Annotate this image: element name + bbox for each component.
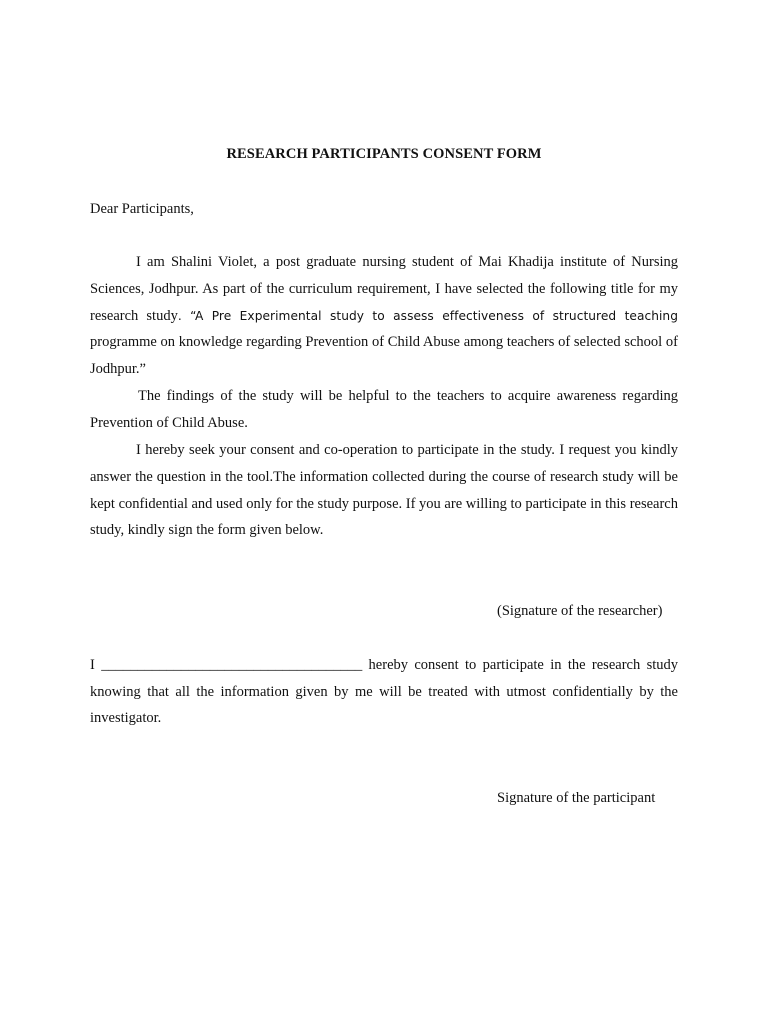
intro-paragraph (90, 249, 678, 383)
intro-paragraph-lead: I am Shalini Violet, a post graduate nursing student of Mai Khadija institute of Nursing Sciences, Jodhpur. As part of the curriculum requirement, I have selected the following title for my research study (90, 254, 678, 324)
intro-paragraph-tail: programme on knowledge regarding Prevention of Child Abuse among teachers of selected school of Jodhpur.” (90, 334, 678, 378)
researcher-signature-label: (Signature of the researcher) (497, 603, 663, 619)
findings-paragraph (90, 383, 678, 437)
findings-paragraph-text: The findings of the study will be helpful to the teachers to acquire awareness regarding Prevention of Child Abuse. (90, 388, 678, 431)
consent-request-paragraph (90, 437, 678, 544)
participant-consent-statement: I ____________________________________ hereby consent to participate in the research study knowing that all the information given by me will be treated with utmost confidentially by the investigator. (90, 657, 678, 726)
form-title: RESEARCH PARTICIPANTS CONSENT FORM (226, 146, 542, 162)
consent-request-text: I hereby seek your consent and co-operation to participate in the study. I request you kindly answer the question in the tool.The information collected during the course of research study will be kept confidential and used only for the study purpose. If you are willing to participate in this research study, kindly sign the form given below. (90, 442, 678, 539)
study-title-quote: . “A Pre Experimental study to assess effectiveness of structured teaching (177, 308, 678, 323)
salutation: Dear Participants, (90, 201, 194, 217)
participant-signature-label: Signature of the participant (497, 790, 656, 806)
